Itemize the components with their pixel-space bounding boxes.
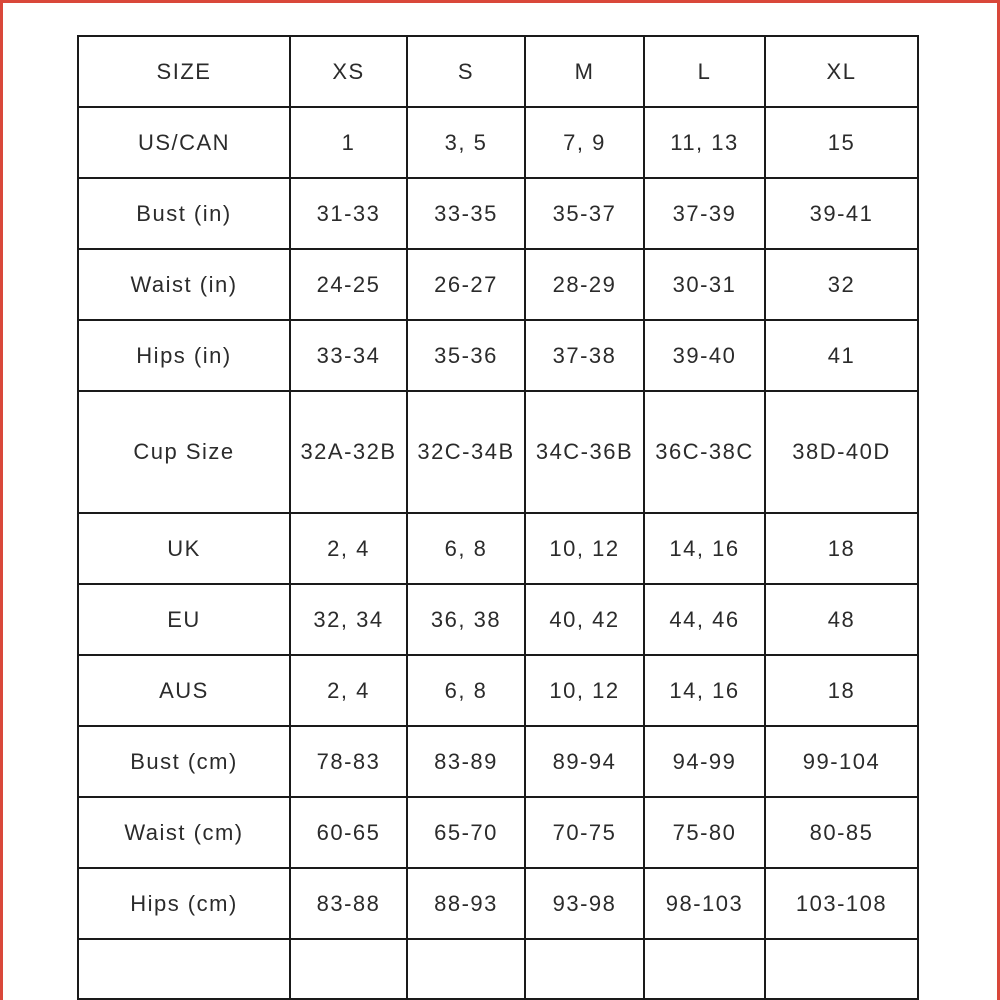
size-chart-table [77,35,919,1000]
cell-xl: 18 [765,655,918,726]
empty-cell [644,939,765,999]
cell-m: 89-94 [525,726,644,797]
row-cup-size [78,391,918,513]
empty-cell [78,939,290,999]
cell-xl: 41 [765,320,918,391]
cell-s: 26-27 [407,249,525,320]
cell-s: 88-93 [407,868,525,939]
cell-m: 70-75 [525,797,644,868]
header-cell-l: L [644,36,765,107]
row-label: Waist (in) [78,249,290,320]
row-label: AUS [78,655,290,726]
row-label: Hips (cm) [78,868,290,939]
row-label: UK [78,513,290,584]
cell-l: 36C-38C [644,391,765,513]
cell-xs: 32A-32B [290,391,407,513]
cell-xs: 2, 4 [290,513,407,584]
cell-xs: 1 [290,107,407,178]
row-label: Waist (cm) [78,797,290,868]
cell-s: 3, 5 [407,107,525,178]
cell-xl: 39-41 [765,178,918,249]
cell-l: 44, 46 [644,584,765,655]
empty-cell [290,939,407,999]
cell-l: 30-31 [644,249,765,320]
cell-xl: 103-108 [765,868,918,939]
cell-l: 94-99 [644,726,765,797]
cell-l: 14, 16 [644,513,765,584]
empty-cell [525,939,644,999]
cell-xl: 80-85 [765,797,918,868]
header-cell-xl: XL [765,36,918,107]
cell-l: 37-39 [644,178,765,249]
cell-s: 6, 8 [407,513,525,584]
cell-s: 36, 38 [407,584,525,655]
row-uk [78,513,918,584]
cell-xs: 33-34 [290,320,407,391]
cell-m: 93-98 [525,868,644,939]
cell-xl: 18 [765,513,918,584]
cell-l: 14, 16 [644,655,765,726]
row-hips-in [78,320,918,391]
row-hips-cm [78,868,918,939]
cell-xl: 38D-40D [765,391,918,513]
cell-l: 11, 13 [644,107,765,178]
row-label: EU [78,584,290,655]
cell-m: 37-38 [525,320,644,391]
row-aus [78,655,918,726]
row-waist-cm [78,797,918,868]
cell-xs: 2, 4 [290,655,407,726]
cell-xs: 78-83 [290,726,407,797]
row-label: Bust (in) [78,178,290,249]
row-bust-in [78,178,918,249]
header-cell-s: S [407,36,525,107]
header-row [78,36,918,107]
row-bust-cm [78,726,918,797]
cell-l: 39-40 [644,320,765,391]
header-cell-size: SIZE [78,36,290,107]
row-label: US/CAN [78,107,290,178]
cell-m: 10, 12 [525,655,644,726]
cell-xl: 48 [765,584,918,655]
row-eu [78,584,918,655]
cell-xs: 24-25 [290,249,407,320]
header-cell-xs: XS [290,36,407,107]
cell-s: 33-35 [407,178,525,249]
cell-s: 65-70 [407,797,525,868]
row-partial [78,939,918,999]
cell-xs: 83-88 [290,868,407,939]
cell-l: 98-103 [644,868,765,939]
row-waist-in [78,249,918,320]
cell-m: 7, 9 [525,107,644,178]
cell-xs: 31-33 [290,178,407,249]
cell-s: 32C-34B [407,391,525,513]
row-label: Hips (in) [78,320,290,391]
cell-m: 35-37 [525,178,644,249]
empty-cell [407,939,525,999]
row-label: Bust (cm) [78,726,290,797]
empty-cell [765,939,918,999]
cell-m: 40, 42 [525,584,644,655]
cell-s: 6, 8 [407,655,525,726]
cell-xl: 15 [765,107,918,178]
cell-xs: 32, 34 [290,584,407,655]
cell-m: 28-29 [525,249,644,320]
cell-l: 75-80 [644,797,765,868]
cell-s: 35-36 [407,320,525,391]
header-cell-m: M [525,36,644,107]
cell-xs: 60-65 [290,797,407,868]
cell-xl: 99-104 [765,726,918,797]
row-us-can [78,107,918,178]
cell-m: 10, 12 [525,513,644,584]
cell-m: 34C-36B [525,391,644,513]
cell-s: 83-89 [407,726,525,797]
row-label: Cup Size [78,391,290,513]
cell-xl: 32 [765,249,918,320]
